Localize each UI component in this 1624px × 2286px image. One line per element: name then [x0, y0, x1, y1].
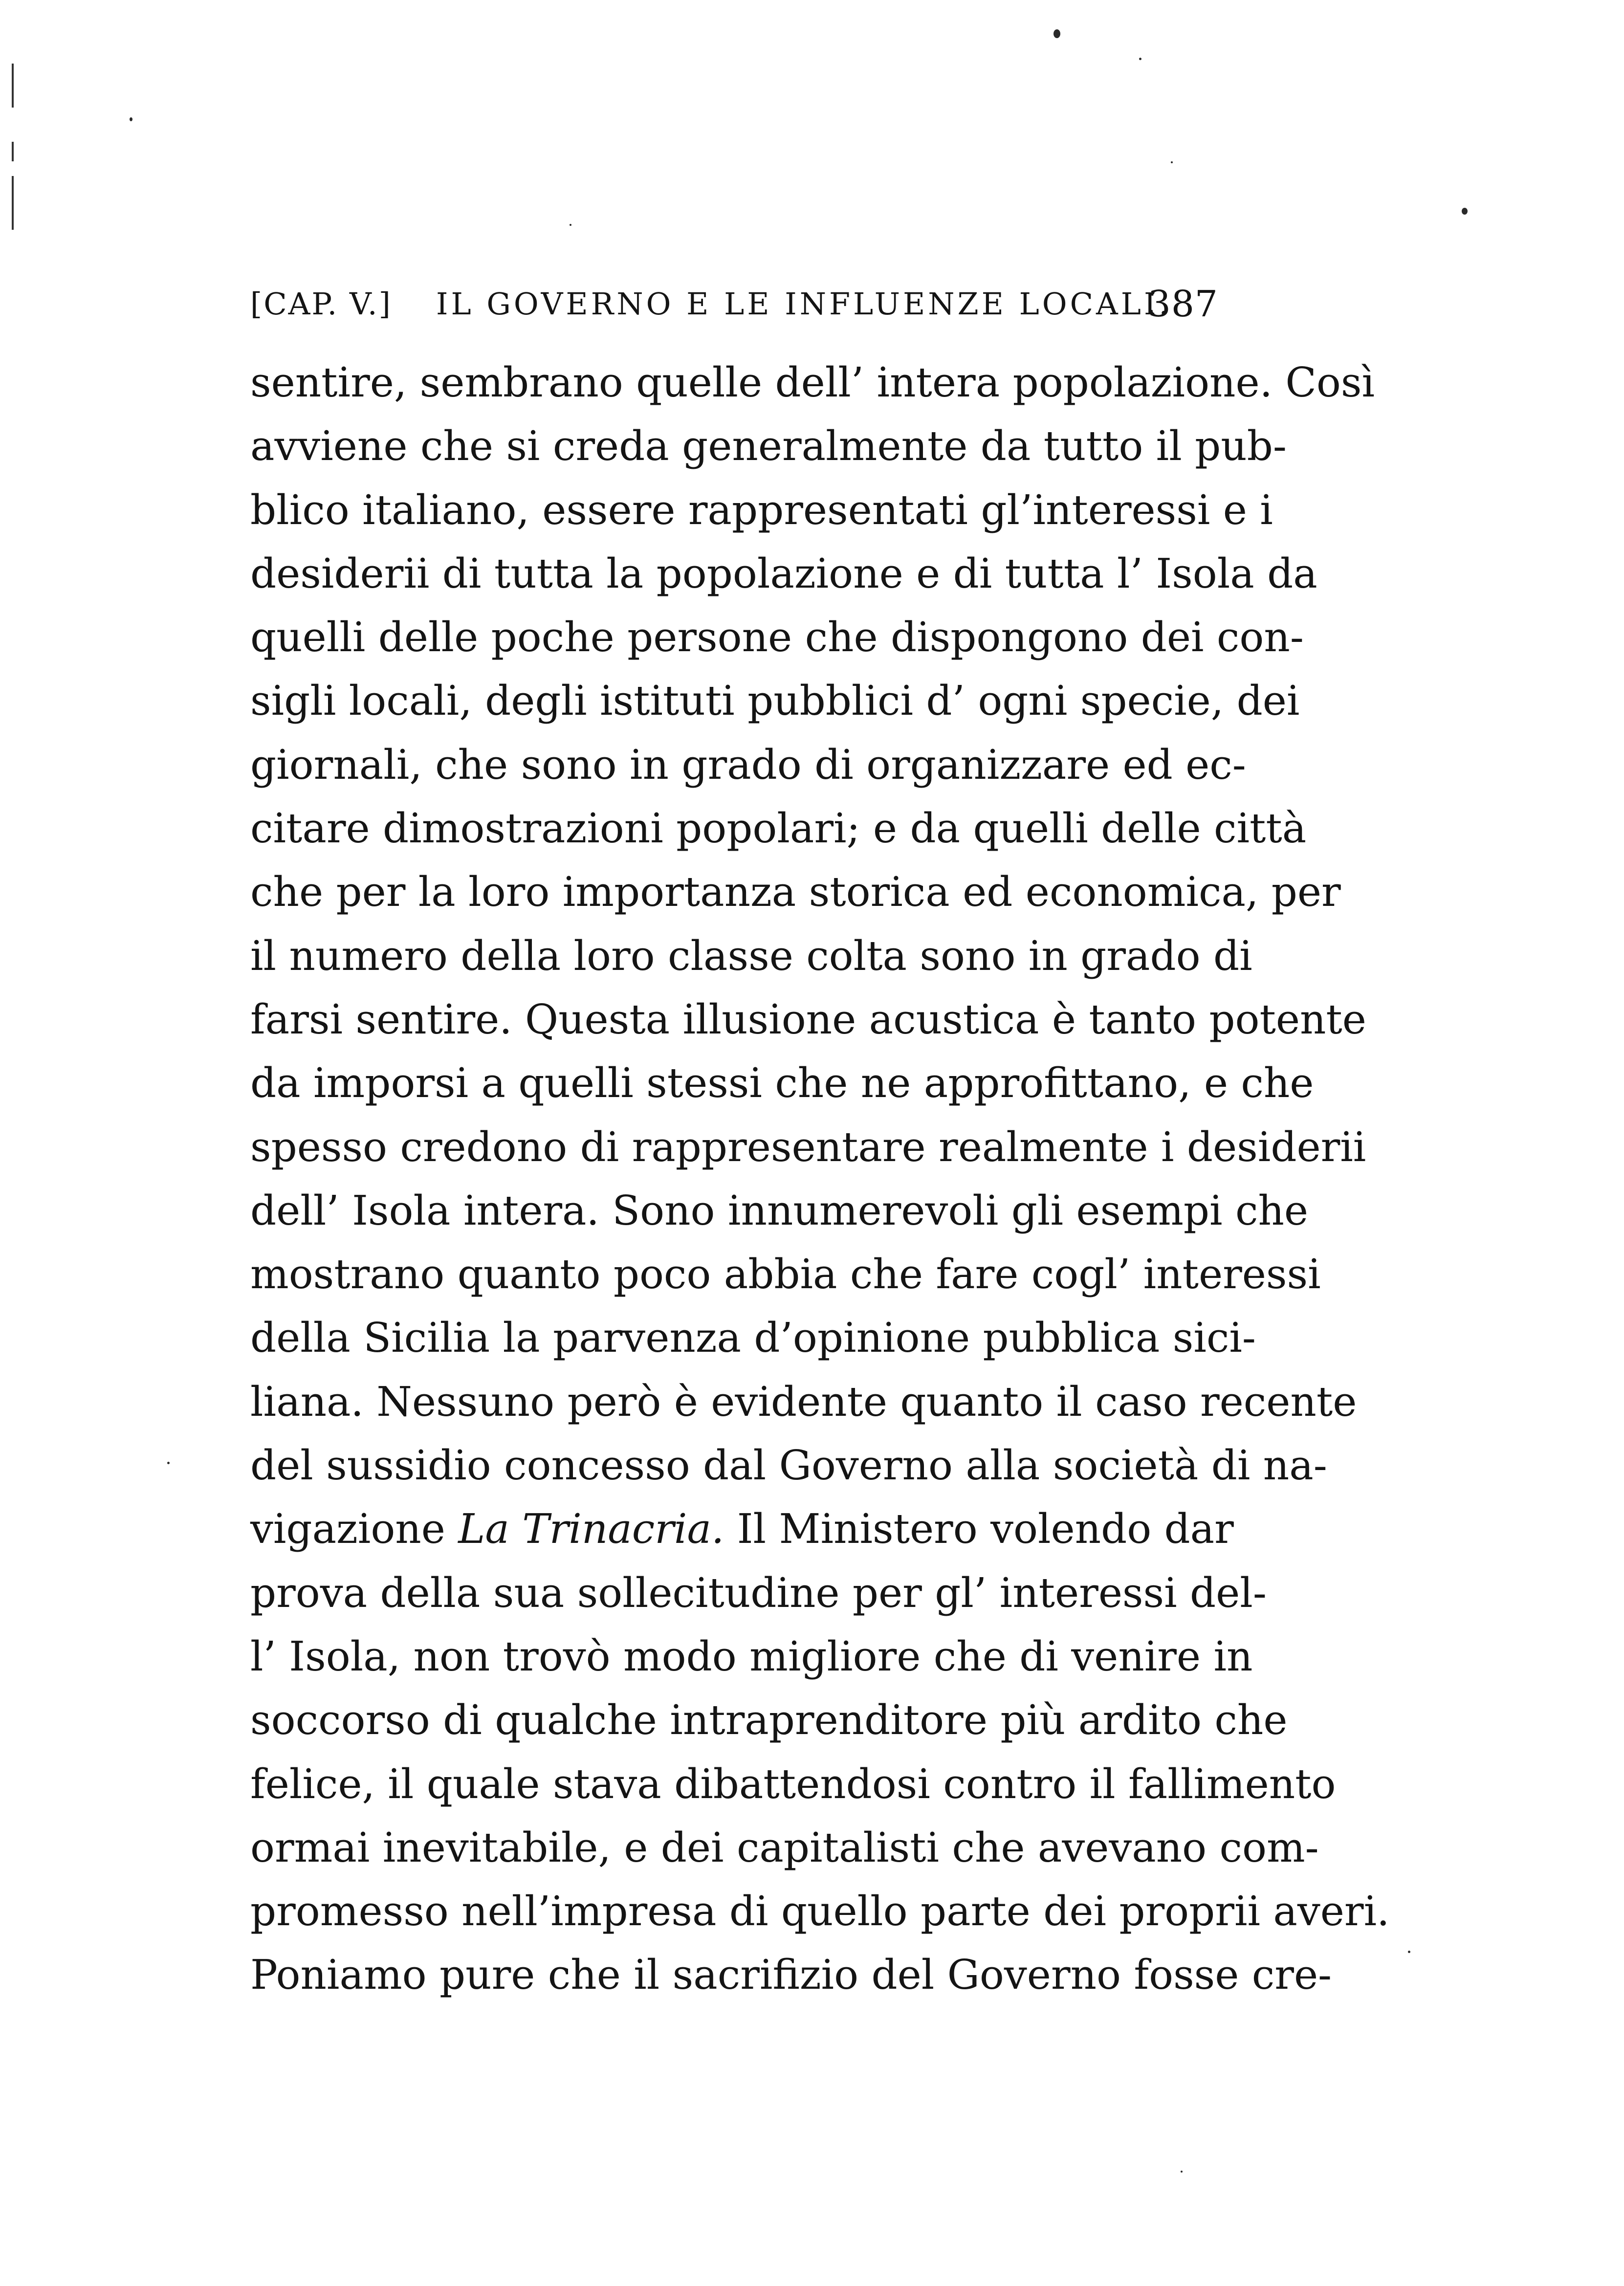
- ship-name-italic: La Trinacria.: [458, 1505, 724, 1553]
- text-line: blico italiano, essere rappresentati gl’interessi e i: [250, 486, 1273, 534]
- text-line: del sussidio concesso dal Governo alla società di na-: [250, 1442, 1327, 1490]
- text-segment: Il Ministero volendo dar: [724, 1505, 1234, 1553]
- text-line: ormai inevitabile, e dei capitalisti che avevano com-: [250, 1824, 1319, 1871]
- text-line: Poniamo pure che il sacrifizio del Governo fosse cre-: [250, 1951, 1332, 1999]
- text-line: dell’ Isola intera. Sono innumerevoli gli esempi che: [250, 1187, 1309, 1234]
- text-line: mostrano quanto poco abbia che fare cogl’ interessi: [250, 1251, 1321, 1298]
- scan-edge-mark: [12, 176, 14, 230]
- scan-speck: [1171, 161, 1173, 163]
- text-line: l’ Isola, non trovò modo migliore che di venire in: [250, 1632, 1253, 1680]
- text-line: quelli delle poche persone che dispongono dei con-: [250, 614, 1304, 661]
- text-line: giornali, che sono in grado di organizzare ed ec-: [250, 741, 1246, 789]
- text-line: promesso nell’impresa di quello parte dei proprii averi.: [250, 1888, 1390, 1935]
- text-line: spesso credono di rappresentare realmente i desiderii: [250, 1123, 1366, 1171]
- text-line: felice, il quale stava dibattendosi contro il fallimento: [250, 1760, 1336, 1808]
- scan-speck: [1139, 58, 1141, 60]
- body-text: [250, 351, 1390, 2007]
- scan-speck: [1408, 1951, 1410, 1953]
- text-line: che per la loro importanza storica ed economica, per: [250, 868, 1341, 916]
- text-line: sentire, sembrano quelle dell’ intera popolazione. Così: [250, 359, 1375, 406]
- chapter-marker: [CAP. V.]: [250, 286, 392, 322]
- text-line: sigli locali, degli istituti pubblici d’ ogni specie, dei: [250, 677, 1300, 725]
- scan-edge-mark: [12, 142, 14, 161]
- scan-speck: [130, 117, 132, 121]
- text-line: da imporsi a quelli stessi che ne approfittano, e che: [250, 1059, 1314, 1107]
- page-number: 387: [1147, 283, 1218, 325]
- text-line: desiderii di tutta la popolazione e di tutta l’ Isola da: [250, 550, 1317, 597]
- text-line: prova della sua sollecitudine per gl’ interessi del-: [250, 1569, 1267, 1617]
- scan-speck: [1462, 208, 1468, 215]
- text-line: farsi sentire. Questa illusione acustica è tanto potente: [250, 995, 1366, 1043]
- scan-speck: [1181, 2171, 1183, 2173]
- scan-speck: [167, 1462, 170, 1464]
- text-line-with-italic: [250, 1497, 1234, 1561]
- scan-speck: [1053, 29, 1060, 38]
- text-line: avviene che si creda generalmente da tutto il pub-: [250, 422, 1287, 470]
- text-line: della Sicilia la parvenza d’opinione pubblica sici-: [250, 1314, 1256, 1362]
- scan-edge-mark: [12, 64, 14, 108]
- scan-speck: [570, 224, 571, 226]
- running-header: [250, 283, 1218, 335]
- running-title: IL GOVERNO E LE INFLUENZE LOCALI.: [436, 286, 1172, 322]
- text-line: liana. Nessuno però è evidente quanto il caso recente: [250, 1378, 1357, 1426]
- text-line: soccorso di qualche intraprenditore più ardito che: [250, 1696, 1288, 1744]
- text-line: citare dimostrazioni popolari; e da quelli delle città: [250, 805, 1307, 853]
- text-segment: vigazione: [250, 1505, 459, 1553]
- text-line: il numero della loro classe colta sono in grado di: [250, 932, 1252, 980]
